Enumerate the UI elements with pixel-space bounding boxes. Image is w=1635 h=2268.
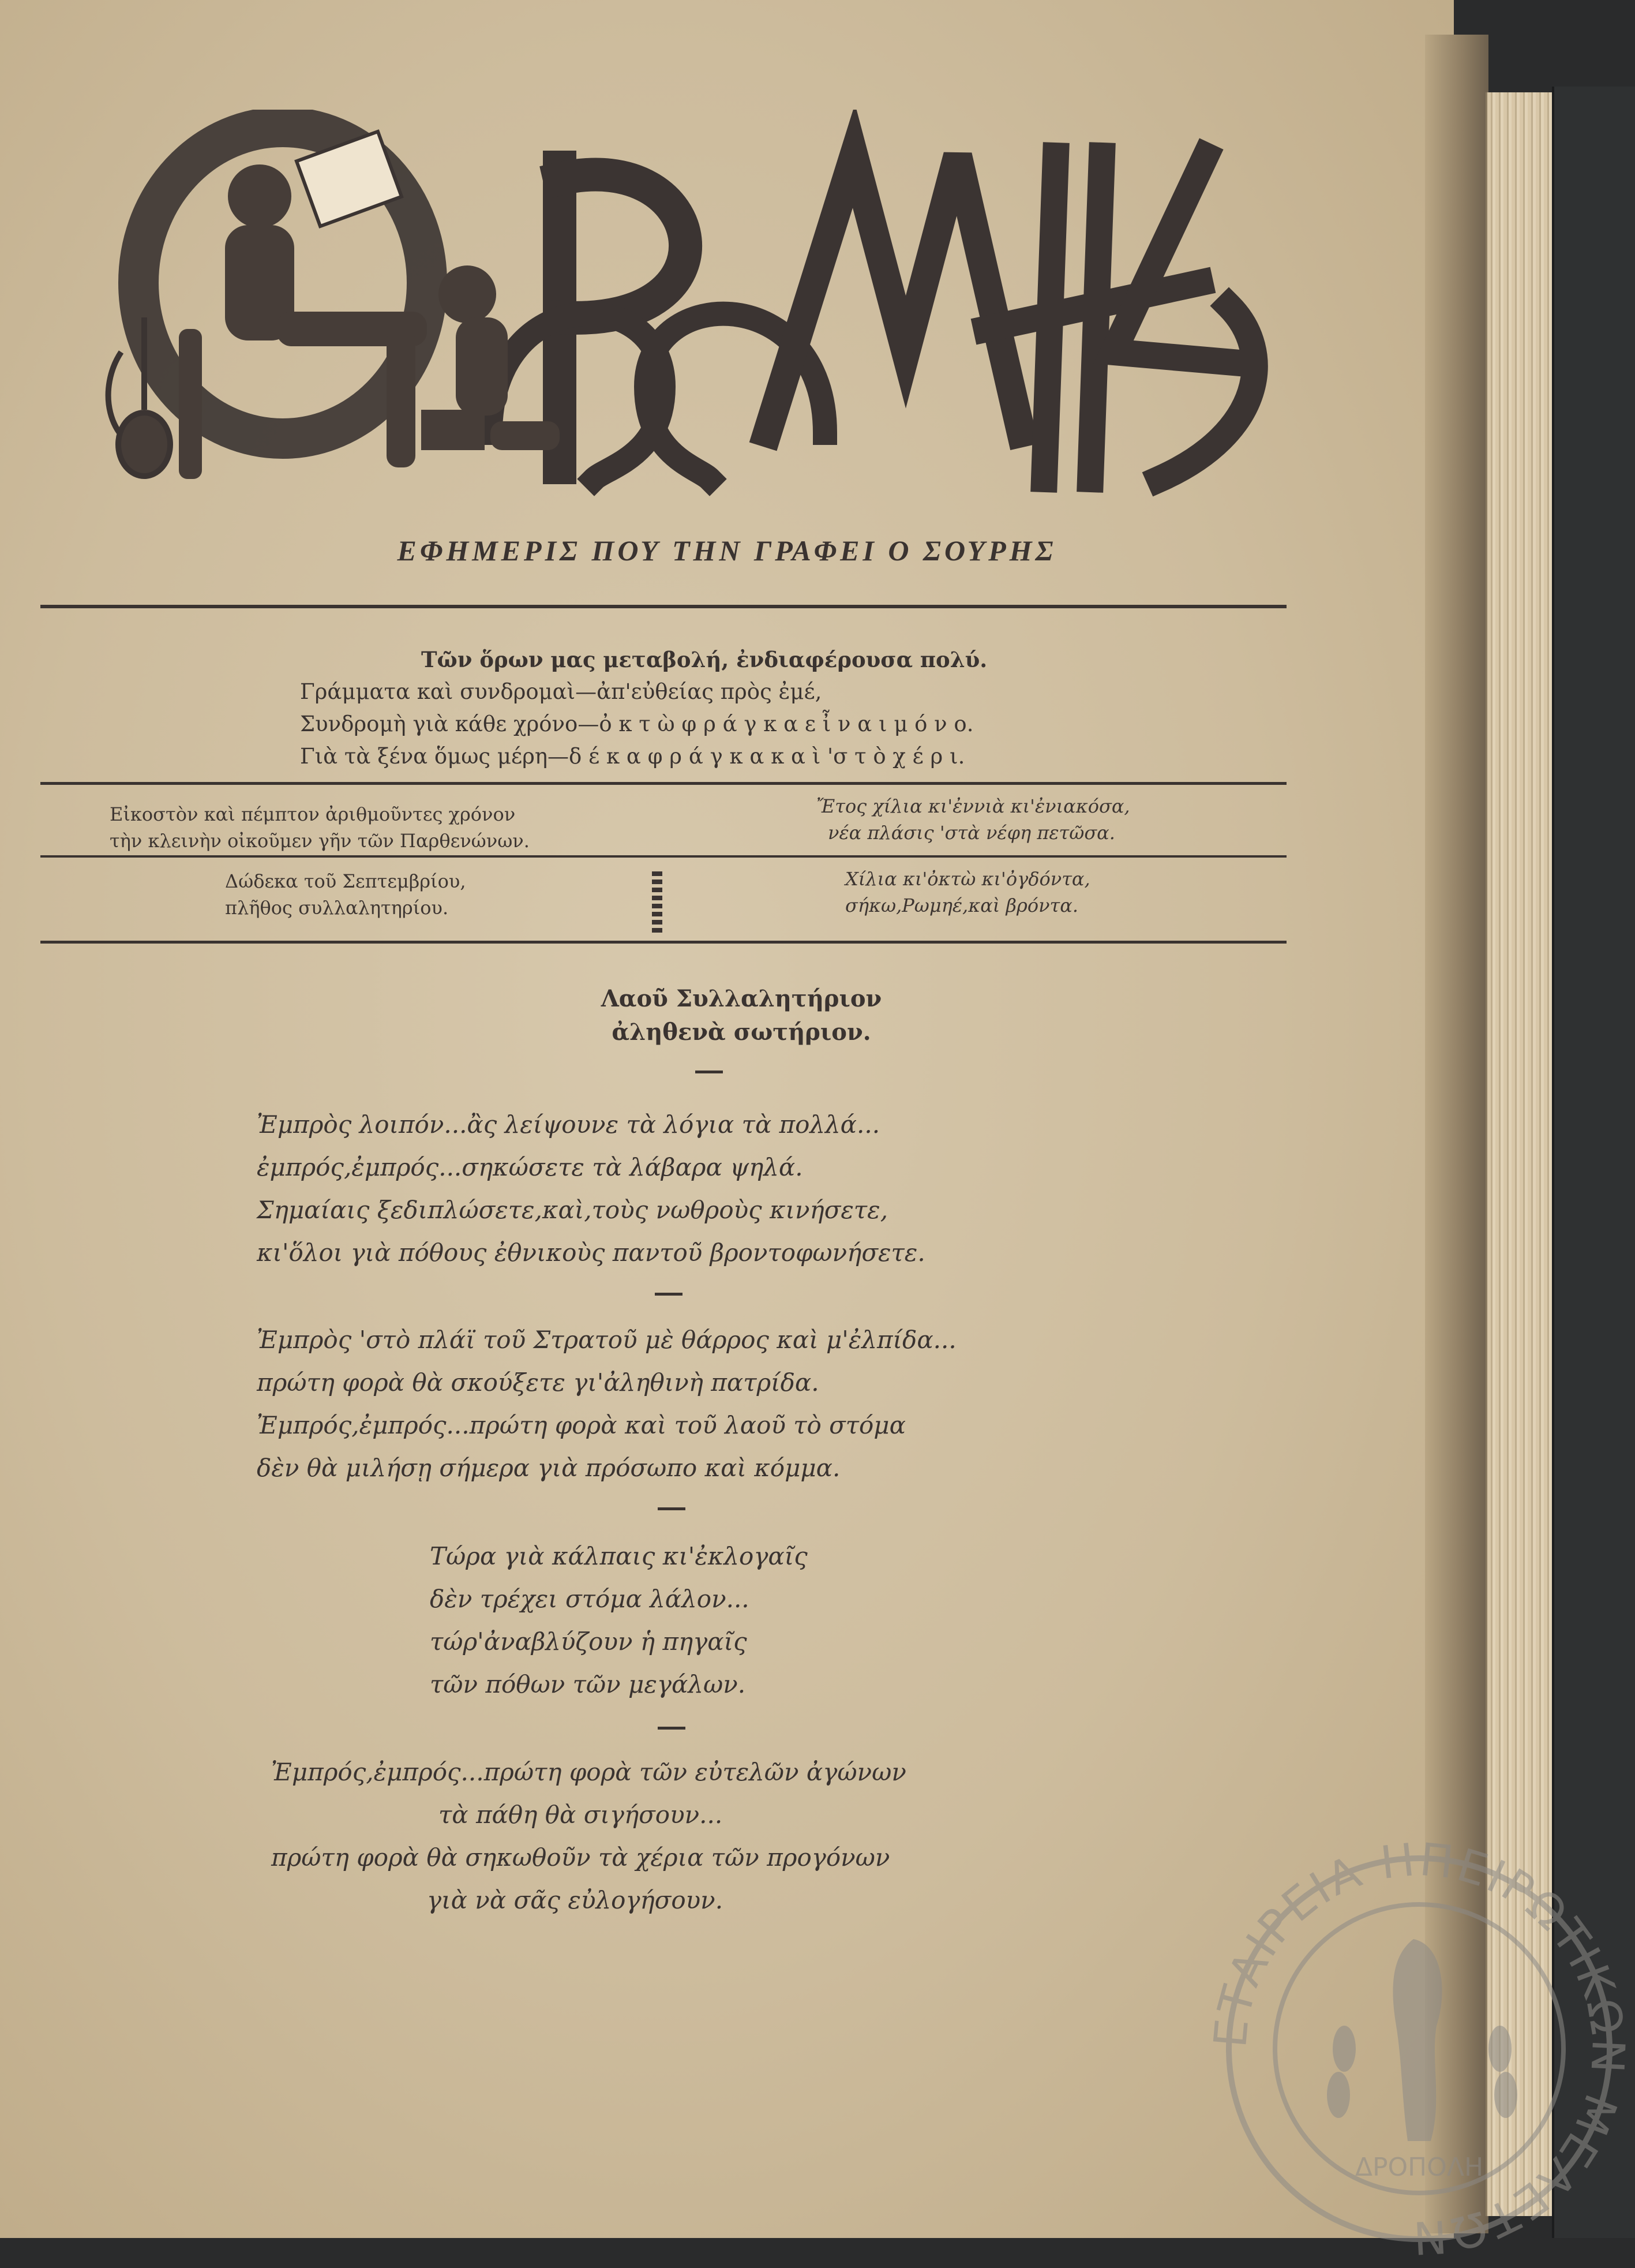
stanza-3: Τώρα γιὰ κάλπαις κι'ἐκλογαῖς δὲν τρέχει στόμα λάλον... τώρ'ἀναβλύζουν ἡ πηγαῖς τῶν πόθων τῶν μεγάλων. [430,1542,808,1698]
seal-ring-text: ΕΤΑΙΡΕΙΑ ΗΠΕΙΡΩΤΙΚΩΝ ΜΕΛΕΤΩΝ [1205,1833,1634,2264]
info-bottom-right: Χίλια κι'ὀκτὼ κι'ὀγδόντα, σήκω,Ρωμηέ,καὶ βρόντα. [845,868,1090,916]
library-seal [1200,1829,1635,2268]
stanza-4: Ἐμπρός,ἐμπρός...πρώτη φορὰ τῶν εὐτελῶν ἀγώνων τὰ πάθη θὰ σιγήσουν... πρώτη φορὰ θὰ σηκωθοῦν τὰ χέρια τῶν προγόνων γιὰ νὰ σᾶς εὐλογήσουν. [271,1758,906,1914]
masthead-rule [40,605,1287,608]
section-dash [695,1071,723,1073]
ornament-divider [651,871,663,935]
terms-line: Γράμματα καὶ συνδρομαὶ—ἀπ'εὐθείας πρὸς ἐμέ, [300,679,822,704]
section-dash [658,1507,685,1510]
stanza-2: Ἐμπρὸς 'στὸ πλάϊ τοῦ Στρατοῦ μὲ θάρρος καὶ μ'ἐλπίδα... πρώτη φορὰ θὰ σκούξετε γι'ἀληθινὴ πατρίδα. Ἐμπρός,ἐμπρός...πρώτη φορὰ καὶ τοῦ λαοῦ τὸ στόμα δὲν θὰ μιλήσῃ σήμερα γιὰ πρόσωπο καὶ κόμμα. [257,1326,957,1482]
info-top-right: Ἔτος χίλια κι'ἐννιὰ κι'ἐνιακόσα, νέα πλάσις 'στὰ νέφη πετῶσα. [816,795,1130,844]
terms-line: Τῶν ὅρων μας μεταβολή, ἐνδιαφέρουσα πολύ. [421,647,988,672]
seal-inner-text: ΔΡΟΠΟΛΗ [1355,2153,1484,2182]
subscription-terms [300,643,1165,773]
section-dash [658,1727,685,1730]
info-top-left: Εἰκοστὸν καὶ πέμπτον ἀριθμοῦντες χρόνον τὴν κλεινὴν οἰκοῦμεν γῆν τῶν Παρθενώνων. [110,803,530,852]
article-heading: Λαοῦ Συλλαλητήριον ἀληθενὰ σωτήριον. [601,985,882,1046]
info-box-top-rule [40,782,1287,785]
terms-line: Γιὰ τὰ ξένα ὅμως μέρη—δ έ κ α φ ρ ά γ κ α κ α ὶ 'σ τ ὸ χ έ ρ ι. [300,744,965,769]
section-dash [655,1293,682,1296]
terms-line: Συνδρομὴ γιὰ κάθε χρόνο—ὀ κ τ ὼ φ ρ ά γ κ α ε ἶ ν α ι μ ό ν ο. [300,712,974,736]
info-bottom-left: Δώδεκα τοῦ Σεπτεμβρίου, πλῆθος συλλαλητηρίου. [225,870,466,919]
info-box-mid-rule [40,855,1287,858]
masthead [87,110,1287,514]
stanza-1: Ἐμπρὸς λοιπόν...ἂς λείψουνε τὰ λόγια τὰ πολλά... ἐμπρός,ἐμπρός...σηκώσετε τὰ λάβαρα ψηλά. Σημαίαις ξεδιπλώσετε,καὶ,τοὺς νωθροὺς κινήσετε, κι'ὅλοι γιὰ πόθους ἐθνικοὺς παντοῦ βροντοφωνήσετε. [257,1110,925,1267]
info-box-bottom-rule [40,941,1287,944]
masthead-illustration [87,110,1287,514]
newspaper-subtitle: ΕΦΗΜΕΡΙΣ ΠΟΥ ΤΗΝ ΓΡΑΦΕΙ Ο ΣΟΥΡΗΣ [397,534,1057,567]
